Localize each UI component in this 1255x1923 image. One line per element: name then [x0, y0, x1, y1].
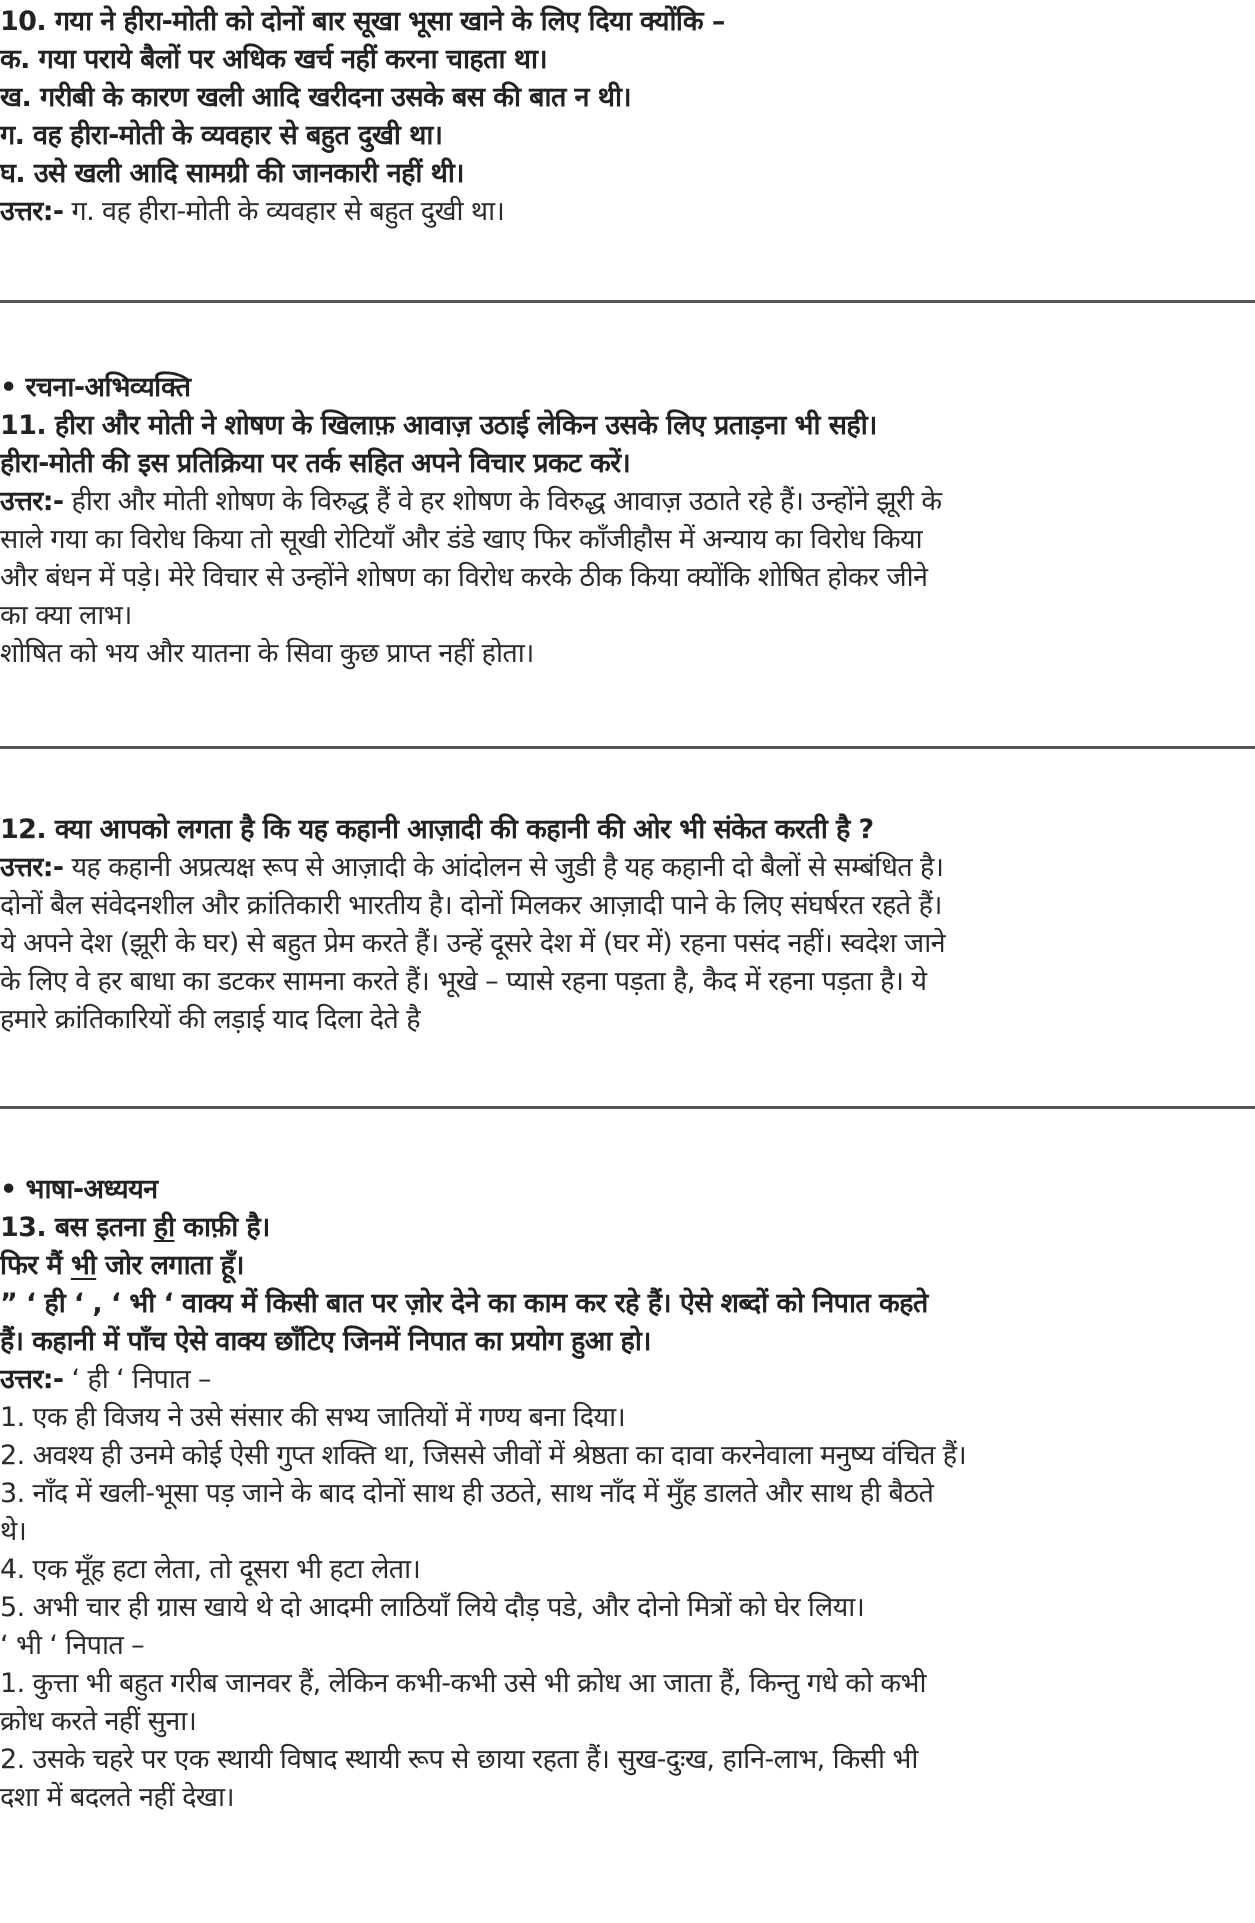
q10-option-ga: ग. वह हीरा-मोती के व्यवहार से बहुत दुखी था।	[0, 120, 443, 151]
q11-answer-line: साले गया का विरोध किया तो सूखी रोटियाँ और डंडे खाए फिर काँजीहौस में अन्याय का विरोध किया	[0, 524, 923, 555]
q12-question: 12. क्या आपको लगता है कि यह कहानी आज़ादी की कहानी की ओर भी संकेत करती है ?	[0, 814, 874, 845]
q11-question-line: हीरा-मोती की इस प्रतिक्रिया पर तर्क सहित अपने विचार प्रकट करें।	[0, 448, 631, 479]
bhi-heading: ‘ भी ‘ निपात –	[0, 1630, 145, 1661]
q13-example-line-2	[0, 1246, 244, 1286]
q11-answer-line: शोषित को भय और यातना के सिवा कुछ प्राप्त नहीं होता।	[0, 638, 534, 669]
text: फिर मैं	[0, 1250, 71, 1281]
q10-option-gha: घ. उसे खली आदि सामग्री की जानकारी नहीं थी।	[0, 158, 464, 189]
section-divider	[0, 746, 1255, 749]
bhi-example-item: दशा में बदलते नहीं देखा।	[0, 1782, 234, 1813]
answer-text: हीरा और मोती शोषण के विरुद्ध हैं वे हर शोषण के विरुद्ध आवाज़ उठाते रहे हैं। उन्होंने झूरी के	[63, 486, 942, 517]
answer-label: उत्तर:-	[0, 1364, 64, 1395]
q11-answer-line	[0, 482, 942, 522]
hi-example-item: 3. नाँद में खली-भूसा पड़ जाने के बाद दोनों साथ ही उठते, साथ नाँद में मुँह डालते और साथ ही बैठते	[0, 1478, 934, 1509]
bhi-example-item: 2. उसके चहरे पर एक स्थायी विषाद स्थायी रूप से छाया रहता हैं। सुख-दुःख, हानि-लाभ, किसी भी	[0, 1744, 918, 1775]
q10-option-ka: क. गया पराये बैलों पर अधिक खर्च नहीं करना चाहता था।	[0, 44, 547, 75]
bhi-example-item: 1. कुत्ता भी बहुत गरीब जानवर हैं, लेकिन कभी-कभी उसे भी क्रोध आ जाता हैं, किन्तु गधे को कभी	[0, 1668, 926, 1699]
q11-question-line: 11. हीरा और मोती ने शोषण के खिलाफ़ आवाज़ उठाई लेकिन उसके लिए प्रताड़ना भी सही।	[0, 410, 877, 441]
text: 13. बस इतना	[0, 1212, 154, 1243]
hi-example-item: थे।	[0, 1516, 27, 1547]
q13-question-line: ” ‘ ही ‘ , ‘ भी ‘ वाक्य में किसी बात पर ज़ोर देने का काम कर रहे हैं। ऐसे शब्दों को निपात कहते	[0, 1288, 928, 1319]
underlined-particle-hi: ही	[153, 1212, 175, 1243]
q12-answer-line: के लिए वे हर बाधा का डटकर सामना करते हैं। भूखे – प्यासे रहना पड़ता है, कैद में रहना पड़ता है। ये	[0, 966, 927, 997]
section-heading-bhasha: • भाषा-अध्ययन	[0, 1174, 158, 1205]
bhi-example-item: क्रोध करते नहीं सुना।	[0, 1706, 197, 1737]
q10-question: 10. गया ने हीरा-मोती को दोनों बार सूखा भूसा खाने के लिए दिया क्योंकि –	[0, 6, 725, 37]
q10-answer	[0, 192, 504, 232]
hi-example-item: 1. एक ही विजय ने उसे संसार की सभ्य जातियों में गण्य बना दिया।	[0, 1402, 626, 1433]
text: काफ़ी है।	[174, 1212, 270, 1243]
hi-example-item: 5. अभी चार ही ग्रास खाये थे दो आदमी लाठियाँ लिये दौड़ पडे, और दोनो मित्रों को घेर लिया।	[0, 1592, 865, 1623]
answer-text: ग. वह हीरा-मोती के व्यवहार से बहुत दुखी था।	[63, 196, 505, 227]
answer-label: उत्तर:-	[0, 852, 64, 883]
answer-label: उत्तर:-	[0, 196, 64, 227]
answer-text: यह कहानी अप्रत्यक्ष रूप से आज़ादी के आंदोलन से जुडी है यह कहानी दो बैलों से सम्बंधित है।	[63, 852, 944, 883]
hi-example-item: 4. एक मूँह हटा लेता, तो दूसरा भी हटा लेता।	[0, 1554, 421, 1585]
hi-example-item: 2. अवश्य ही उनमे कोई ऐसी गुप्त शक्ति था, जिससे जीवों में श्रेष्ठता का दावा करनेवाला मनुष्य वंचित हैं।	[0, 1440, 967, 1471]
underlined-particle-bhi: भी	[70, 1250, 97, 1281]
q13-example-line-1	[0, 1208, 270, 1248]
q11-answer-line: का क्या लाभ।	[0, 600, 132, 631]
section-heading-rachna: • रचना-अभिव्यक्ति	[0, 372, 191, 403]
q11-answer-line: और बंधन में पड़े। मेरे विचार से उन्होंने शोषण का विरोध करके ठीक किया क्योंकि शोषित होकर जीने	[0, 562, 928, 593]
q12-answer-line: दोनों बैल संवेदनशील और क्रांतिकारी भारतीय है। दोनों मिलकर आज़ादी पाने के लिए संघर्षरत रहते हैं।	[0, 890, 942, 921]
section-divider	[0, 1106, 1255, 1109]
q13-question-line: हैं। कहानी में पाँच ऐसे वाक्य छाँटिए जिनमें निपात का प्रयोग हुआ हो।	[0, 1326, 651, 1357]
text: जोर लगाता हूँ।	[96, 1250, 244, 1281]
q12-answer-line: ये अपने देश (झूरी के घर) से बहुत प्रेम करते हैं। उन्हें दूसरे देश में (घर में) रहना पसंद नहीं। स्वदेश जाने	[0, 928, 945, 959]
q13-answer-hi-heading	[0, 1360, 211, 1400]
q12-answer-line	[0, 848, 943, 888]
section-divider	[0, 300, 1255, 303]
answer-text: ‘ ही ‘ निपात –	[63, 1364, 211, 1395]
q12-answer-line: हमारे क्रांतिकारियों की लड़ाई याद दिला देते है	[0, 1004, 420, 1035]
q10-option-kha: ख. गरीबी के कारण खली आदि खरीदना उसके बस की बात न थी।	[0, 82, 632, 113]
answer-label: उत्तर:-	[0, 486, 64, 517]
